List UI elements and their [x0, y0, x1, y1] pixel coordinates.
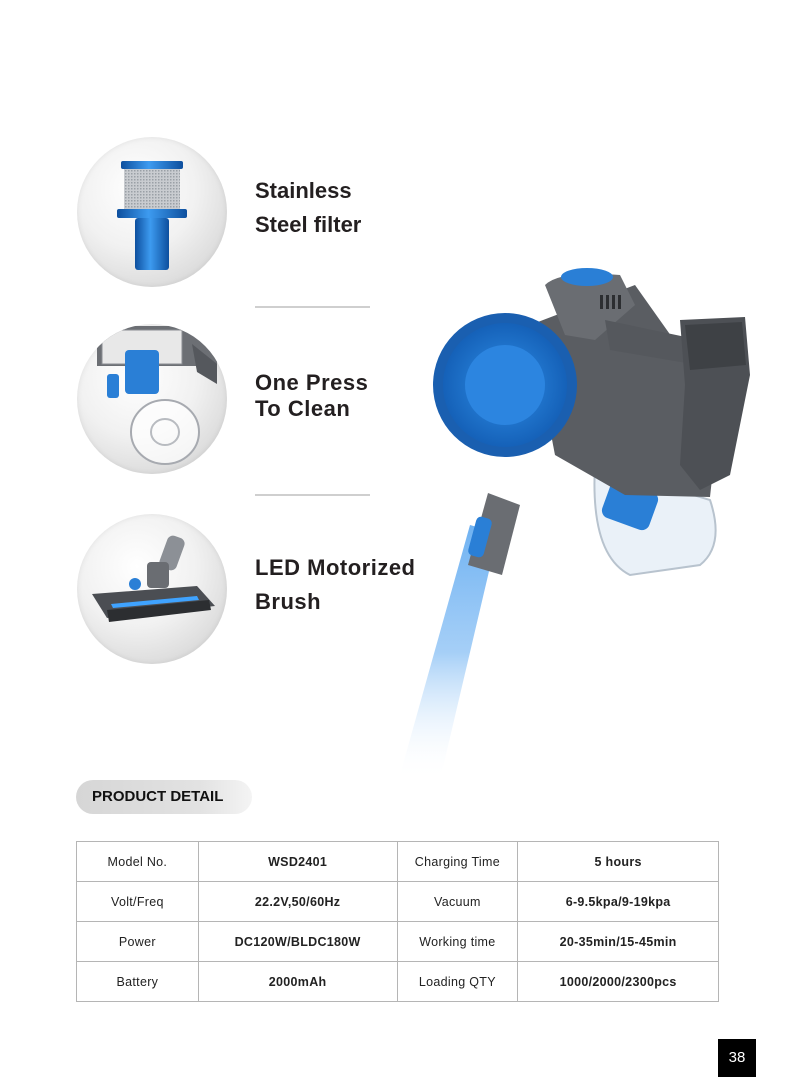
feature-title-line: To Clean	[255, 396, 351, 421]
motorized-brush-icon	[77, 514, 227, 664]
table-row	[77, 842, 719, 882]
dust-bin-icon	[77, 324, 227, 474]
feature-title-line: Stainless	[255, 178, 352, 203]
feature-title-line: Steel filter	[255, 212, 362, 237]
spec-value-charging-time: 5 hours	[518, 842, 719, 882]
spec-value-battery: 2000mAh	[198, 962, 397, 1002]
spec-value-power: DC120W/BLDC180W	[198, 922, 397, 962]
spec-label-volt-freq: Volt/Freq	[77, 882, 199, 922]
spec-label-loading-qty: Loading QTY	[397, 962, 518, 1002]
product-spec-table	[76, 841, 719, 1002]
vacuum-cleaner-product-image	[380, 265, 760, 785]
one-press-clean-image	[77, 324, 227, 474]
spec-label-charging-time: Charging Time	[397, 842, 518, 882]
led-motorized-brush-image	[77, 514, 227, 664]
divider	[255, 306, 370, 308]
spec-value-volt-freq: 22.2V,50/60Hz	[198, 882, 397, 922]
spec-label-working-time: Working time	[397, 922, 518, 962]
spec-label-vacuum: Vacuum	[397, 882, 518, 922]
spec-value-model-no: WSD2401	[198, 842, 397, 882]
page-number: 38	[718, 1039, 756, 1077]
spec-label-power: Power	[77, 922, 199, 962]
stainless-steel-filter-icon	[77, 137, 227, 287]
spec-value-working-time: 20-35min/15-45min	[518, 922, 719, 962]
divider	[255, 494, 370, 496]
spec-label-battery: Battery	[77, 962, 199, 1002]
table-row	[77, 882, 719, 922]
spec-value-loading-qty: 1000/2000/2300pcs	[518, 962, 719, 1002]
table-row	[77, 962, 719, 1002]
feature-title-stainless-steel-filter	[255, 174, 361, 242]
stainless-steel-filter-image	[77, 137, 227, 287]
feature-title-line: Brush	[255, 589, 322, 614]
feature-title-line: LED Motorized	[255, 555, 416, 580]
spec-value-vacuum: 6-9.5kpa/9-19kpa	[518, 882, 719, 922]
spec-label-model-no: Model No.	[77, 842, 199, 882]
feature-title-one-press-to-clean	[255, 370, 368, 422]
feature-title-line: One Press	[255, 370, 369, 395]
section-label-product-detail: PRODUCT DETAIL	[76, 780, 252, 814]
table-row	[77, 922, 719, 962]
